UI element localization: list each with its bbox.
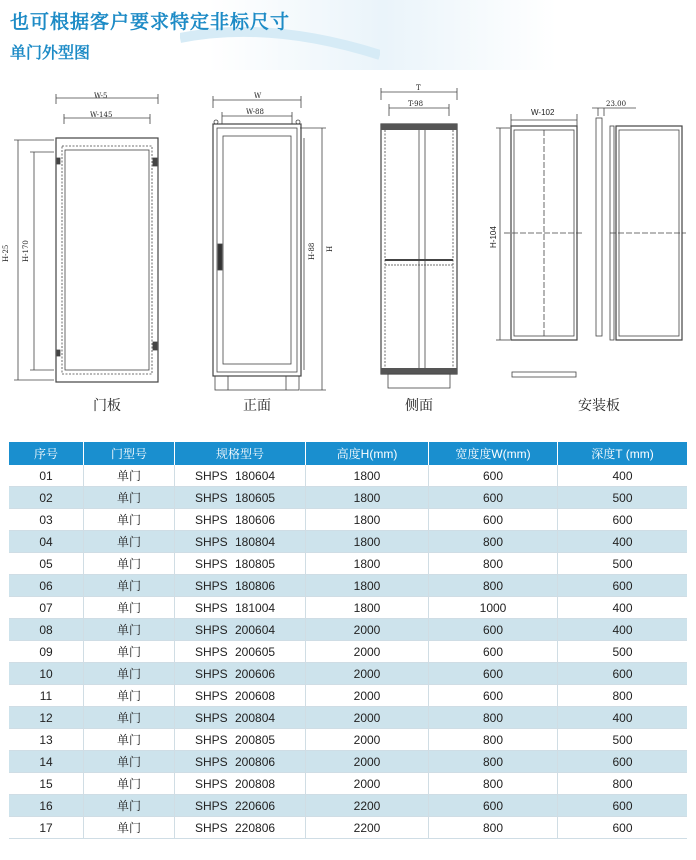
table-cell: 800 <box>429 751 558 773</box>
table-row <box>9 751 687 773</box>
col-header-height: 高度H(mm) <box>306 442 429 465</box>
dim-label: T <box>416 84 421 92</box>
table-row <box>9 619 687 641</box>
col-header-index: 序号 <box>9 442 84 465</box>
table-cell: 1800 <box>306 553 429 575</box>
side-view <box>381 88 457 388</box>
cabinet-drawings <box>0 80 696 400</box>
table-header-row <box>9 442 687 465</box>
table-cell: 04 <box>9 531 84 553</box>
col-header-width: 宽度度W(mm) <box>429 442 558 465</box>
dim-label: W-88 <box>246 108 264 116</box>
table-cell: 单门 <box>84 773 175 795</box>
table-cell: 单门 <box>84 729 175 751</box>
table-cell: 600 <box>429 487 558 509</box>
table-cell: 400 <box>558 531 688 553</box>
dim-label: W <box>254 92 262 100</box>
table-cell: SHPS 220806 <box>175 817 306 839</box>
dim-label: H-170 <box>22 240 30 262</box>
table-cell: 1800 <box>306 531 429 553</box>
table-cell: SHPS 200604 <box>175 619 306 641</box>
table-cell: SHPS 180606 <box>175 509 306 531</box>
table-cell: 2200 <box>306 795 429 817</box>
table-cell: 1800 <box>306 509 429 531</box>
table-cell: 09 <box>9 641 84 663</box>
table-cell: SHPS 181004 <box>175 597 306 619</box>
table-cell: 2000 <box>306 641 429 663</box>
caption-front: 正面 <box>243 398 271 414</box>
table-cell: 1000 <box>429 597 558 619</box>
table-cell: 800 <box>429 575 558 597</box>
dim-label: W-102 <box>531 108 555 117</box>
table-cell: 600 <box>558 817 688 839</box>
table-cell: 单门 <box>84 641 175 663</box>
table-cell: 2000 <box>306 773 429 795</box>
table-cell: 1800 <box>306 465 429 487</box>
table-row <box>9 707 687 729</box>
table-cell: SHPS 200608 <box>175 685 306 707</box>
col-header-depth: 深度T (mm) <box>558 442 688 465</box>
table-cell: 单门 <box>84 531 175 553</box>
table-cell: 1800 <box>306 575 429 597</box>
table-row <box>9 509 687 531</box>
table-cell: 600 <box>429 663 558 685</box>
table-cell: 800 <box>558 685 688 707</box>
col-header-door-type: 门型号 <box>84 442 175 465</box>
table-cell: 600 <box>558 663 688 685</box>
table-row <box>9 553 687 575</box>
dim-label: H-104 <box>489 226 498 248</box>
table-cell: SHPS 200605 <box>175 641 306 663</box>
table-row <box>9 575 687 597</box>
table-row <box>9 729 687 751</box>
caption-mounting-plate: 安装板 <box>578 398 620 414</box>
dim-label: H <box>326 245 334 252</box>
table-cell: SHPS 180806 <box>175 575 306 597</box>
table-cell: 单门 <box>84 487 175 509</box>
caption-side: 侧面 <box>405 398 433 414</box>
table-cell: 2000 <box>306 707 429 729</box>
table-cell: 500 <box>558 729 688 751</box>
table-cell: SHPS 200805 <box>175 729 306 751</box>
table-cell: 2000 <box>306 729 429 751</box>
table-cell: SHPS 200804 <box>175 707 306 729</box>
table-cell: 14 <box>9 751 84 773</box>
table-row <box>9 663 687 685</box>
col-header-model: 规格型号 <box>175 442 306 465</box>
table-cell: SHPS 180804 <box>175 531 306 553</box>
caption-door-panel: 门板 <box>93 398 121 414</box>
table-cell: 2000 <box>306 619 429 641</box>
table-row <box>9 597 687 619</box>
table-cell: 2000 <box>306 751 429 773</box>
table-cell: SHPS 200606 <box>175 663 306 685</box>
table-cell: 单门 <box>84 663 175 685</box>
table-cell: 单门 <box>84 751 175 773</box>
table-cell: 800 <box>429 817 558 839</box>
table-cell: 03 <box>9 509 84 531</box>
table-cell: 1800 <box>306 597 429 619</box>
table-cell: 500 <box>558 487 688 509</box>
table-cell: 单门 <box>84 795 175 817</box>
table-cell: 400 <box>558 707 688 729</box>
table-cell: 单门 <box>84 619 175 641</box>
table-row <box>9 641 687 663</box>
table-cell: SHPS 180805 <box>175 553 306 575</box>
table-cell: 05 <box>9 553 84 575</box>
table-cell: 13 <box>9 729 84 751</box>
table-cell: 600 <box>429 685 558 707</box>
table-cell: 01 <box>9 465 84 487</box>
table-cell: 单门 <box>84 509 175 531</box>
table-cell: 2000 <box>306 663 429 685</box>
table-cell: 单门 <box>84 553 175 575</box>
table-row <box>9 487 687 509</box>
table-cell: 800 <box>429 729 558 751</box>
table-cell: 500 <box>558 553 688 575</box>
table-cell: 单门 <box>84 817 175 839</box>
table-cell: 400 <box>558 619 688 641</box>
table-cell: 单门 <box>84 707 175 729</box>
table-cell: SHPS 200806 <box>175 751 306 773</box>
mounting-plate-view <box>496 108 686 377</box>
table-row <box>9 817 687 839</box>
table-cell: 800 <box>429 773 558 795</box>
table-cell: 600 <box>558 795 688 817</box>
table-cell: 600 <box>429 641 558 663</box>
table-cell: 600 <box>558 751 688 773</box>
table-cell: 800 <box>558 773 688 795</box>
table-cell: 600 <box>429 619 558 641</box>
table-cell: 06 <box>9 575 84 597</box>
table-cell: SHPS 180604 <box>175 465 306 487</box>
table-cell: 11 <box>9 685 84 707</box>
table-cell: 2200 <box>306 817 429 839</box>
page-title: 也可根据客户要求特定非标尺寸 <box>10 11 291 33</box>
table-cell: 600 <box>429 509 558 531</box>
dim-label: W-145 <box>90 111 113 119</box>
spec-table <box>9 442 687 839</box>
table-cell: 单门 <box>84 685 175 707</box>
table-cell: 10 <box>9 663 84 685</box>
dim-label: 23.00 <box>606 100 627 108</box>
table-cell: 02 <box>9 487 84 509</box>
table-cell: 16 <box>9 795 84 817</box>
dim-label: H-88 <box>308 242 316 260</box>
table-row <box>9 795 687 817</box>
dim-label: H-25 <box>2 244 10 262</box>
table-cell: 单门 <box>84 597 175 619</box>
table-cell: 2000 <box>306 685 429 707</box>
table-cell: 800 <box>429 553 558 575</box>
table-cell: 500 <box>558 641 688 663</box>
table-row <box>9 465 687 487</box>
table-cell: 07 <box>9 597 84 619</box>
table-cell: 17 <box>9 817 84 839</box>
door-panel-view <box>14 94 158 382</box>
table-cell: SHPS 220606 <box>175 795 306 817</box>
section-subtitle: 单门外型图 <box>10 43 91 62</box>
table-cell: 600 <box>429 465 558 487</box>
table-row <box>9 685 687 707</box>
dim-label: T-98 <box>408 100 424 108</box>
table-cell: 单门 <box>84 465 175 487</box>
table-row <box>9 773 687 795</box>
table-cell: 单门 <box>84 575 175 597</box>
table-cell: 800 <box>429 531 558 553</box>
table-cell: SHPS 180605 <box>175 487 306 509</box>
table-cell: 1800 <box>306 487 429 509</box>
table-cell: 08 <box>9 619 84 641</box>
dim-label: W-5 <box>94 92 108 100</box>
table-cell: 800 <box>429 707 558 729</box>
table-cell: 600 <box>429 795 558 817</box>
table-cell: 400 <box>558 465 688 487</box>
table-cell: 400 <box>558 597 688 619</box>
table-row <box>9 531 687 553</box>
table-cell: 15 <box>9 773 84 795</box>
table-cell: SHPS 200808 <box>175 773 306 795</box>
table-cell: 600 <box>558 509 688 531</box>
table-cell: 12 <box>9 707 84 729</box>
table-cell: 600 <box>558 575 688 597</box>
